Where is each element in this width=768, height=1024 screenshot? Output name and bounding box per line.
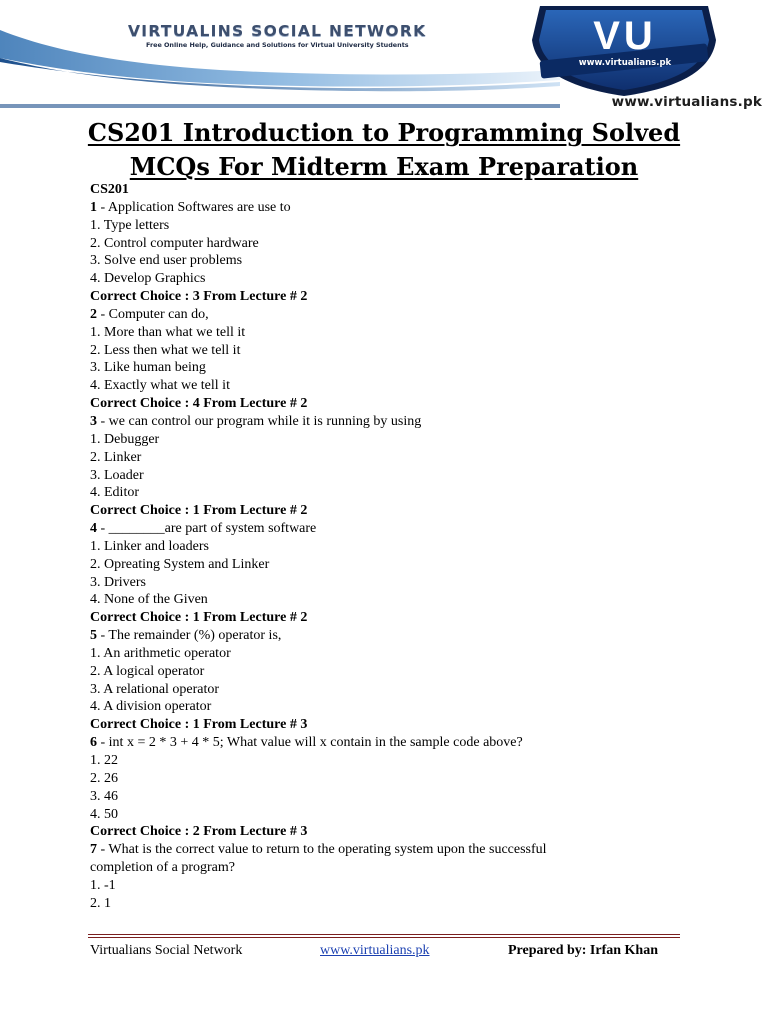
question-text — [90, 841, 710, 859]
question-text — [90, 734, 710, 752]
answer-option: 2. A logical operator — [90, 663, 205, 679]
answer-option: 1. 22 — [90, 753, 118, 768]
answer-option: 2. 1 — [90, 895, 111, 911]
question-stem: - we can control our program while it is running by using — [97, 413, 422, 429]
mcq-list — [90, 181, 710, 913]
header-site-url[interactable]: www.virtualians.pk — [611, 94, 762, 110]
answer-option: 3. Like human being — [90, 360, 206, 376]
question-stem: - What is the correct value to return to the operating system upon the successful — [97, 842, 547, 858]
question-stem: - int x = 2 * 3 + 4 * 5; What value will x contain in the sample code above? — [97, 735, 523, 751]
question-number: 1 — [90, 199, 97, 215]
answer-option: 3. A relational operator — [90, 681, 220, 697]
answer-option: 3. 46 — [90, 788, 118, 804]
answer-option: 4. Exactly what we tell it — [90, 378, 230, 394]
correct-choice: Correct Choice : 1 From Lecture # 3 — [90, 717, 308, 733]
question-number: 2 — [90, 306, 97, 322]
answer-option: 1. Type letters — [90, 217, 170, 233]
brand-tagline: Free Online Help, Guidance and Solutions for Virtual University Students — [146, 41, 409, 49]
question-stem: - Application Softwares are use to — [97, 199, 291, 215]
answer-option: 1. -1 — [90, 877, 116, 893]
question-text — [90, 520, 710, 538]
answer-option: 3. Drivers — [90, 574, 146, 590]
question-stem: - Computer can do, — [97, 306, 209, 322]
question-text — [90, 199, 710, 217]
footer-link[interactable]: www.virtualians.pk — [320, 943, 430, 958]
title-line-2: MCQs For Midterm Exam Preparation — [129, 152, 639, 181]
title-line-1: CS201 Introduction to Programming Solved — [87, 118, 681, 147]
question-number: 7 — [90, 842, 97, 858]
answer-option: 4. A division operator — [90, 699, 212, 715]
answer-option: 2. Less then what we tell it — [90, 342, 241, 358]
page-title — [40, 116, 728, 184]
header-banner — [0, 0, 768, 114]
question-text — [90, 627, 710, 645]
answer-option: 3. Loader — [90, 467, 144, 483]
footer-network-name: Virtualians Social Network — [90, 943, 243, 958]
answer-option: 2. Control computer hardware — [90, 235, 259, 251]
answer-option: 1. Linker and loaders — [90, 538, 209, 554]
answer-option: 4. None of the Given — [90, 592, 208, 608]
correct-choice: Correct Choice : 3 From Lecture # 2 — [90, 289, 308, 305]
question-text — [90, 306, 710, 324]
answer-option: 1. An arithmetic operator — [90, 645, 231, 661]
answer-option: 1. Debugger — [90, 431, 160, 447]
logo-url-text: www.virtualians.pk — [578, 58, 672, 68]
answer-option: 3. Solve end user problems — [90, 253, 243, 269]
answer-option: 2. Linker — [90, 449, 142, 465]
course-code: CS201 — [90, 182, 129, 197]
answer-option: 4. Develop Graphics — [90, 271, 206, 287]
question-number: 6 — [90, 735, 97, 751]
answer-option: 4. Editor — [90, 485, 139, 501]
question-number: 3 — [90, 413, 97, 429]
footer-prepared-by: Prepared by: Irfan Khan — [508, 943, 658, 958]
answer-option: 1. More than what we tell it — [90, 324, 246, 340]
answer-option: 2. Opreating System and Linker — [90, 556, 270, 572]
answer-option: 2. 26 — [90, 770, 118, 786]
answer-option: 4. 50 — [90, 806, 118, 822]
vu-logo: VU — [593, 14, 657, 58]
question-stem: - ________are part of system software — [97, 521, 317, 537]
question-stem: - The remainder (%) operator is, — [97, 628, 282, 644]
question-stem-continued: completion of a program? — [90, 860, 236, 876]
correct-choice: Correct Choice : 4 From Lecture # 2 — [90, 396, 308, 412]
footer-divider — [88, 934, 680, 938]
correct-choice: Correct Choice : 1 From Lecture # 2 — [90, 610, 308, 626]
question-text — [90, 413, 710, 431]
question-number: 4 — [90, 521, 97, 537]
correct-choice: Correct Choice : 1 From Lecture # 2 — [90, 503, 308, 519]
correct-choice: Correct Choice : 2 From Lecture # 3 — [90, 824, 308, 840]
brand-name: VIRTUALINS SOCIAL NETWORK — [128, 22, 427, 40]
question-number: 5 — [90, 628, 97, 644]
